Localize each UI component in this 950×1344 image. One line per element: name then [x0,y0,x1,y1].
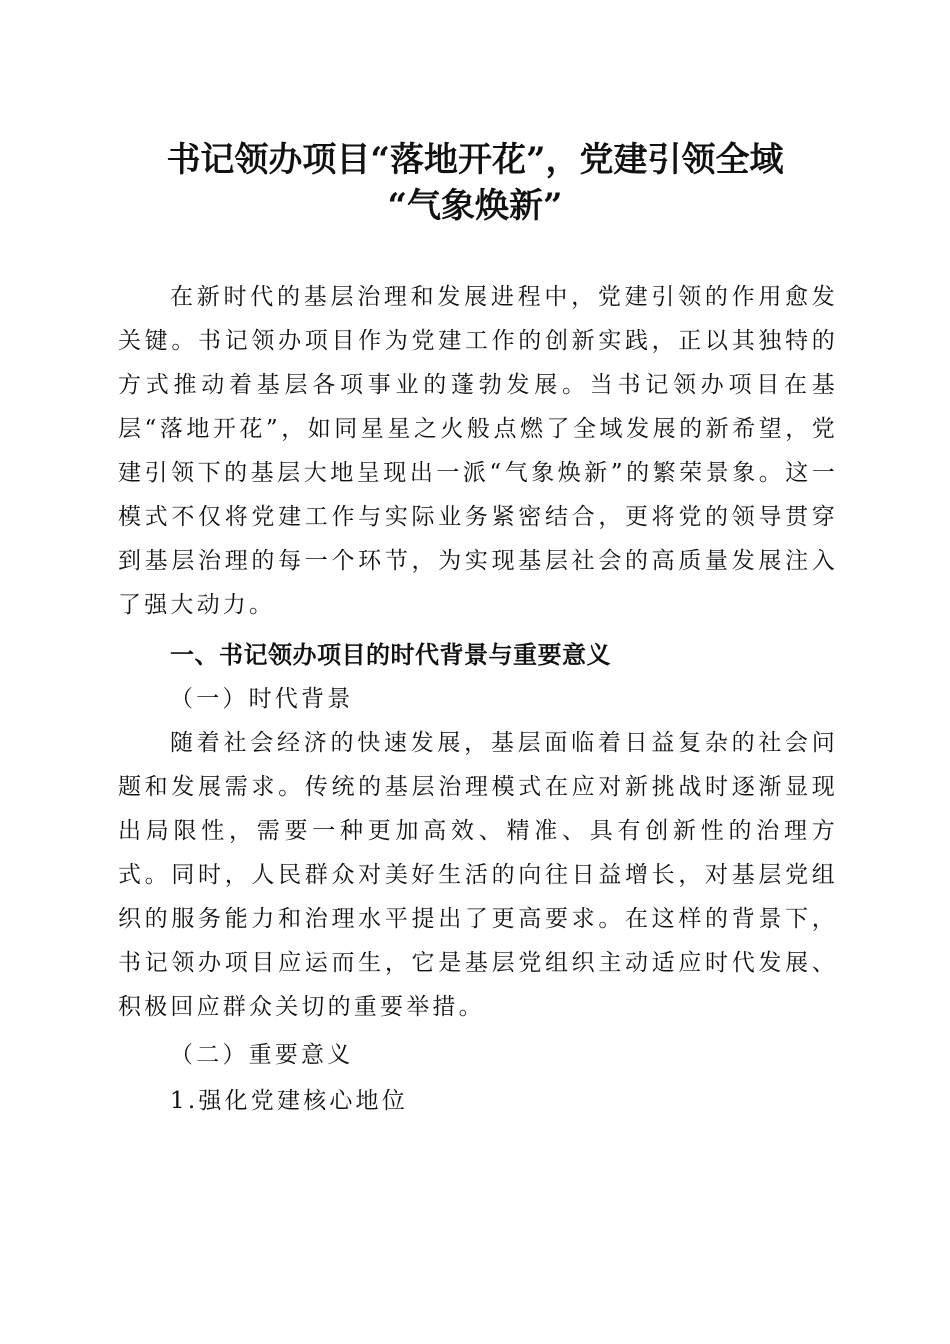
subsection-heading-1: （一）时代背景 [170,686,354,712]
subsection-heading-2: （二）重要意义 [170,1042,354,1068]
item-heading-1: 1.强化党建核心地位 [170,1088,408,1114]
section-heading-1: 一、书记领办项目的时代背景与重要意义 [170,641,611,669]
subsection-1-paragraph: 随着社会经济的快速发展，基层面临着日益复杂的社会问题和发展需求。传统的基层治理模式在应对新挑战时逐渐显现出局限性，需要一种更加高效、精准、具有创新性的治理方式。同时，人民群众对美好生活的向往日益增长，对基层党组织的服务能力和治理水平提出了更高要求。在这样的背景下，书记领办项目应运而生，它是基层党组织主动适应时代发展、积极回应群众关切的重要举措。 [118,730,838,1020]
intro-paragraph: 在新时代的基层治理和发展进程中，党建引领的作用愈发关键。书记领办项目作为党建工作的创新实践，正以其独特的方式推动着基层各项事业的蓬勃发展。当书记领办项目在基层“落地开花”，如同星星之火般点燃了全域发展的新希望，党建引领下的基层大地呈现出一派“气象焕新”的繁荣景象。这一模式不仅将党建工作与实际业务紧密结合，更将党的领导贯穿到基层治理的每一个环节，为实现基层社会的高质量发展注入了强大动力。 [118,284,838,618]
document-title-line-2: “气象焕新” [387,186,563,226]
document-title-line-1: 书记领办项目“落地开花”，党建引领全域 [166,140,784,180]
